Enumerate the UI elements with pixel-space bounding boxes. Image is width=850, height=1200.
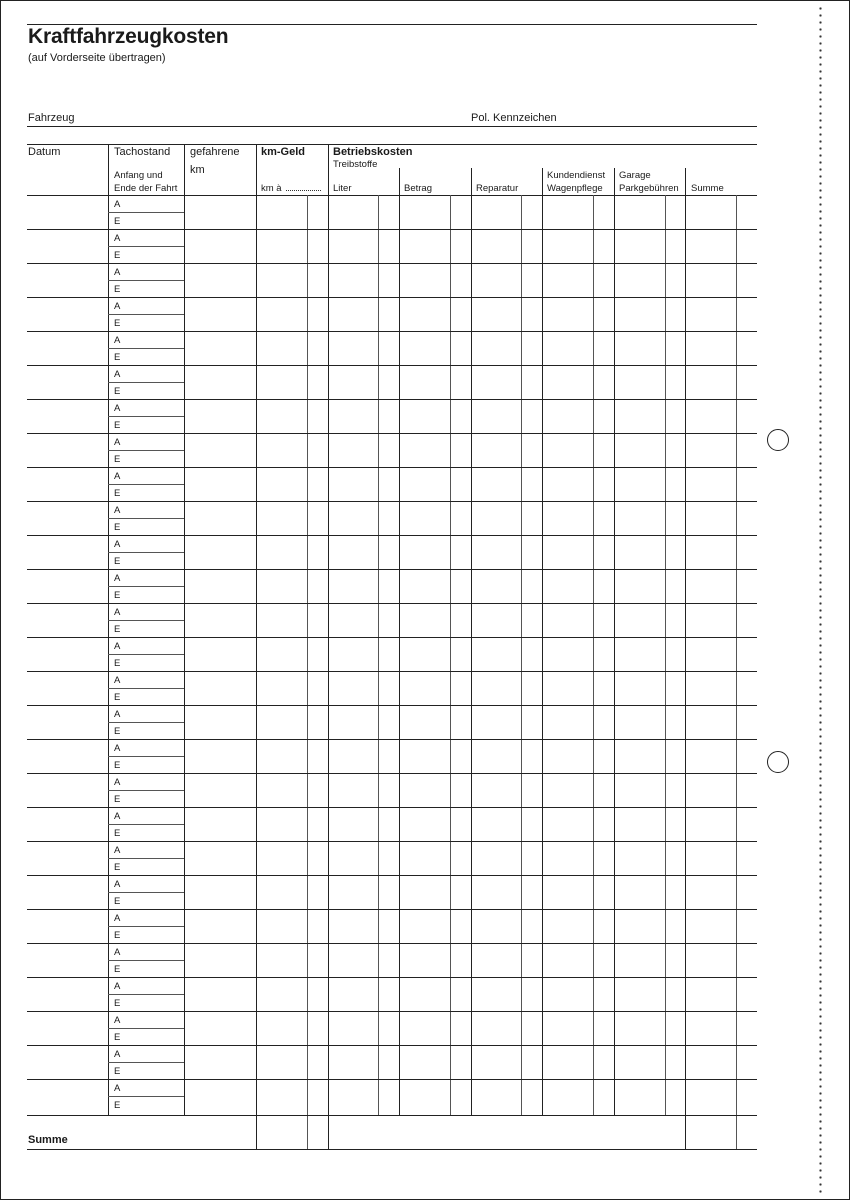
- header-reparatur: Reparatur: [476, 183, 519, 194]
- row-mid-rule: [108, 790, 184, 791]
- start-marker: A: [114, 1015, 121, 1026]
- row-rule: [27, 569, 757, 570]
- row-mid-rule: [108, 994, 184, 995]
- row-rule: [27, 637, 757, 638]
- cents-divider-kmgeld: [307, 195, 308, 1149]
- header-kundendienst: Kundendienst: [547, 170, 606, 181]
- end-marker: E: [114, 896, 121, 907]
- form-subtitle: (auf Vorderseite übertragen): [28, 52, 166, 64]
- start-marker: A: [114, 505, 121, 516]
- row-rule: [27, 399, 757, 400]
- start-marker: A: [114, 641, 121, 652]
- row-rule: [27, 603, 757, 604]
- end-marker: E: [114, 284, 121, 295]
- header-garage: Garage: [619, 170, 651, 181]
- end-marker: E: [114, 386, 121, 397]
- row-mid-rule: [108, 1096, 184, 1097]
- km-rate-blank[interactable]: [286, 190, 321, 191]
- punch-hole-upper: [767, 429, 789, 451]
- row-mid-rule: [108, 586, 184, 587]
- start-marker: A: [114, 879, 121, 890]
- end-marker: E: [114, 930, 121, 941]
- header-betrag: Betrag: [404, 183, 432, 194]
- end-marker: E: [114, 420, 121, 431]
- row-rule: [27, 331, 757, 332]
- row-mid-rule: [108, 926, 184, 927]
- start-marker: A: [114, 811, 121, 822]
- end-marker: E: [114, 862, 121, 873]
- col-line-gefahrene: [256, 144, 257, 1149]
- start-marker: A: [114, 1049, 121, 1060]
- row-mid-rule: [108, 722, 184, 723]
- summe-label: Summe: [28, 1134, 68, 1146]
- row-mid-rule: [108, 382, 184, 383]
- end-marker: E: [114, 692, 121, 703]
- start-marker: A: [114, 947, 121, 958]
- start-marker: A: [114, 267, 121, 278]
- row-mid-rule: [108, 280, 184, 281]
- end-marker: E: [114, 488, 121, 499]
- row-rule: [27, 705, 757, 706]
- row-rule: [27, 773, 757, 774]
- end-marker: E: [114, 318, 121, 329]
- row-rule: [27, 943, 757, 944]
- cents-divider-summe: [736, 195, 737, 1149]
- row-rule: [27, 263, 757, 264]
- header-bottom-rule: [27, 195, 757, 196]
- row-mid-rule: [108, 1062, 184, 1063]
- row-mid-rule: [108, 654, 184, 655]
- row-mid-rule: [108, 212, 184, 213]
- row-rule: [27, 365, 757, 366]
- summe-top-rule: [27, 1115, 757, 1116]
- row-mid-rule: [108, 858, 184, 859]
- end-marker: E: [114, 522, 121, 533]
- end-marker: E: [114, 216, 121, 227]
- row-rule: [27, 807, 757, 808]
- row-mid-rule: [108, 892, 184, 893]
- end-marker: E: [114, 454, 121, 465]
- end-marker: E: [114, 352, 121, 363]
- start-marker: A: [114, 743, 121, 754]
- row-mid-rule: [108, 314, 184, 315]
- table-bottom-rule: [27, 1149, 757, 1150]
- col-line-liter: [399, 168, 400, 1115]
- row-rule: [27, 467, 757, 468]
- row-mid-rule: [108, 620, 184, 621]
- row-mid-rule: [108, 552, 184, 553]
- col-line-reparatur: [542, 168, 543, 1115]
- row-mid-rule: [108, 416, 184, 417]
- vehicle-rule[interactable]: [27, 126, 757, 127]
- header-tachostand-sub-2: Ende der Fahrt: [114, 183, 178, 194]
- row-mid-rule: [108, 756, 184, 757]
- start-marker: A: [114, 301, 121, 312]
- top-rule: [27, 24, 757, 25]
- row-mid-rule: [108, 450, 184, 451]
- end-marker: E: [114, 964, 121, 975]
- row-mid-rule: [108, 688, 184, 689]
- header-datum: Datum: [28, 146, 61, 158]
- row-mid-rule: [108, 348, 184, 349]
- start-marker: A: [114, 335, 121, 346]
- end-marker: E: [114, 794, 121, 805]
- row-rule: [27, 977, 757, 978]
- vehicle-label: Fahrzeug: [28, 112, 75, 124]
- end-marker: E: [114, 998, 121, 1009]
- start-marker: A: [114, 437, 121, 448]
- perforation-line: [819, 5, 822, 1195]
- col-line-kundendienst: [614, 168, 615, 1115]
- header-parkgebuehren: Parkgebühren: [619, 183, 679, 194]
- start-marker: A: [114, 539, 121, 550]
- end-marker: E: [114, 1066, 121, 1077]
- header-treibstoffe: Treibstoffe: [333, 159, 378, 170]
- end-marker: E: [114, 760, 121, 771]
- col-line-betrag: [471, 168, 472, 1115]
- end-marker: E: [114, 1100, 121, 1111]
- start-marker: A: [114, 777, 121, 788]
- punch-hole-lower: [767, 751, 789, 773]
- header-liter: Liter: [333, 183, 352, 194]
- start-marker: A: [114, 981, 121, 992]
- start-marker: A: [114, 709, 121, 720]
- row-rule: [27, 1079, 757, 1080]
- header-summe: Summe: [691, 183, 724, 194]
- row-rule: [27, 739, 757, 740]
- header-betriebskosten: Betriebskosten: [333, 146, 413, 158]
- end-marker: E: [114, 658, 121, 669]
- start-marker: A: [114, 675, 121, 686]
- row-mid-rule: [108, 484, 184, 485]
- start-marker: A: [114, 1083, 121, 1094]
- start-marker: A: [114, 471, 121, 482]
- table-top-rule: [27, 144, 757, 145]
- header-gefahrene: gefahrene: [190, 146, 240, 158]
- row-rule: [27, 1045, 757, 1046]
- end-marker: E: [114, 556, 121, 567]
- end-marker: E: [114, 726, 121, 737]
- start-marker: A: [114, 845, 121, 856]
- row-mid-rule: [108, 1028, 184, 1029]
- header-tachostand-sub-1: Anfang und: [114, 170, 163, 181]
- header-km-geld: km-Geld: [261, 146, 306, 158]
- start-marker: A: [114, 199, 121, 210]
- row-rule: [27, 875, 757, 876]
- row-mid-rule: [108, 246, 184, 247]
- end-marker: E: [114, 1032, 121, 1043]
- header-wagenpflege: Wagenpflege: [547, 183, 603, 194]
- row-rule: [27, 909, 757, 910]
- row-rule: [27, 433, 757, 434]
- end-marker: E: [114, 250, 121, 261]
- start-marker: A: [114, 913, 121, 924]
- form-title: Kraftfahrzeugkosten: [28, 25, 229, 48]
- start-marker: A: [114, 369, 121, 380]
- header-tachostand: Tachostand: [114, 146, 171, 158]
- end-marker: E: [114, 624, 121, 635]
- header-km-a: km à: [261, 183, 282, 194]
- end-marker: E: [114, 828, 121, 839]
- col-line-tacho: [184, 144, 185, 1115]
- start-marker: A: [114, 403, 121, 414]
- plate-label: Pol. Kennzeichen: [471, 112, 557, 124]
- end-marker: E: [114, 590, 121, 601]
- col-line-kmgeld: [328, 144, 329, 1149]
- col-line-datum: [108, 144, 109, 1115]
- col-line-garage: [685, 168, 686, 1149]
- row-rule: [27, 297, 757, 298]
- row-rule: [27, 1011, 757, 1012]
- row-rule: [27, 535, 757, 536]
- row-mid-rule: [108, 824, 184, 825]
- row-rule: [27, 671, 757, 672]
- header-km: km: [190, 164, 205, 176]
- row-rule: [27, 229, 757, 230]
- start-marker: A: [114, 573, 121, 584]
- start-marker: A: [114, 233, 121, 244]
- row-rule: [27, 501, 757, 502]
- row-rule: [27, 841, 757, 842]
- row-mid-rule: [108, 960, 184, 961]
- start-marker: A: [114, 607, 121, 618]
- row-mid-rule: [108, 518, 184, 519]
